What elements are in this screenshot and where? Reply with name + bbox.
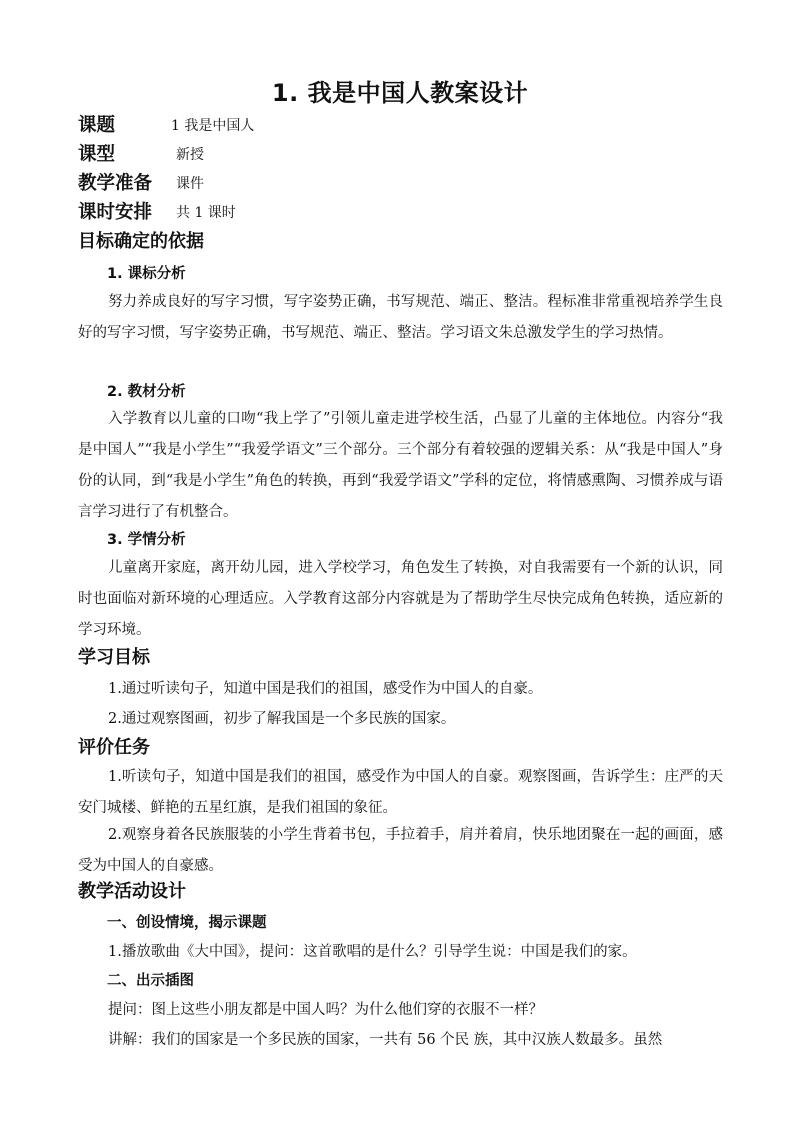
evaluation-item-1: 1.听读句子，知道中国是我们的祖国，感受作为中国人的自豪。观察图画，告诉学生：庄严的天安门城楼、鲜艳的五星红旗，是我们祖国的象征。 bbox=[78, 769, 723, 816]
subheading-textbook-analysis: 2. 教材分析 bbox=[107, 384, 186, 400]
paragraph-learner-analysis: 儿童离开家庭，离开幼儿园，进入学校学习，角色发生了转换，对自我需要有一个新的认识，同时也面临对新环境的心理适应。入学教育这部分内容就是为了帮助学生尽快完成角色转换，适应新的学习环境。 bbox=[78, 560, 723, 638]
meta-value-topic: 1 我是中国人 bbox=[171, 118, 255, 134]
subheading-learner-analysis: 3. 学情分析 bbox=[107, 532, 186, 548]
meta-label-topic: 课题 bbox=[78, 115, 116, 136]
subheading-curriculum-analysis: 1. 课标分析 bbox=[107, 266, 186, 282]
activity-step-1-title: 一、创设情境，揭示课题 bbox=[107, 915, 267, 931]
paragraph-curriculum-analysis: 努力养成良好的写字习惯，写字姿势正确，书写规范、端正、整洁。程标准非常重视培养学生良好的写字习惯，写字姿势正确，书写规范、端正、整洁。学习语文朱总激发学生的学习热情。 bbox=[78, 294, 723, 341]
meta-value-prep: 课件 bbox=[176, 176, 204, 192]
paragraph-textbook-analysis: 入学教育以儿童的口吻“我上学了”引领儿童走进学校生活，凸显了儿童的主体地位。内容分“我是中国人”“我是小学生”“我爱学语文”三个部分。三个部分有着较强的逻辑关系：从“我是中国人”身份的认同，到“我是小学生”角色的转换，再到“我爱学语文”学科的定位，将情感熏陶、习惯养成与语言学习进行了有机整合。 bbox=[78, 411, 723, 520]
page-title: 1. 我是中国人教案设计 bbox=[271, 79, 529, 107]
goal-item-2: 2.通过观察图画，初步了解我国是一个多民族的国家。 bbox=[108, 711, 456, 727]
section-heading-activity: 教学活动设计 bbox=[78, 881, 186, 902]
meta-label-schedule: 课时安排 bbox=[78, 202, 153, 223]
evaluation-item-2: 2.观察身着各民族服装的小学生背着书包，手拉着手，肩并着肩，快乐地团聚在一起的画面，感受为中国人的自豪感。 bbox=[78, 827, 723, 874]
section-heading-basis: 目标确定的依据 bbox=[78, 231, 204, 252]
activity-step-1-text: 1.播放歌曲《大中国》，提问：这首歌唱的是什么？引导学生说：中国是我们的家。 bbox=[108, 944, 637, 960]
meta-value-schedule: 共 1 课时 bbox=[176, 205, 236, 221]
section-heading-evaluation: 评价任务 bbox=[78, 737, 150, 758]
activity-step-2-question: 提问：图上这些小朋友都是中国人吗？为什么他们穿的衣服不一样？ bbox=[108, 1002, 543, 1018]
meta-value-type: 新授 bbox=[176, 147, 204, 163]
activity-step-2-title: 二、出示插图 bbox=[107, 973, 194, 989]
section-heading-goals: 学习目标 bbox=[78, 647, 150, 668]
meta-label-prep: 教学准备 bbox=[78, 173, 153, 194]
meta-label-type: 课型 bbox=[78, 144, 116, 165]
goal-item-1: 1.通过听读句子，知道中国是我们的祖国，感受作为中国人的自豪。 bbox=[108, 681, 543, 697]
activity-step-2-explanation: 讲解：我们的国家是一个多民族的国家，一共有 56 个民 族，其中汉族人数最多。虽然 bbox=[108, 1032, 663, 1048]
